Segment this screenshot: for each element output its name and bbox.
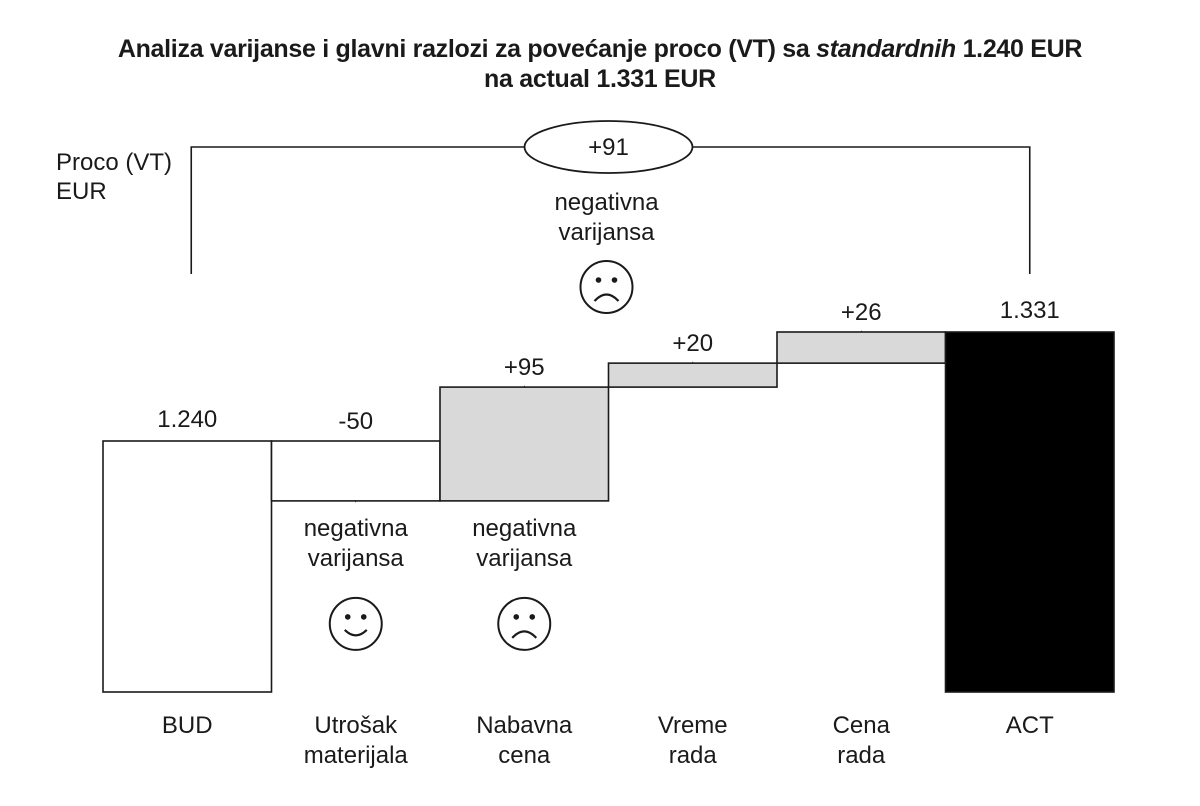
frown-face-icon <box>581 261 633 313</box>
face-eye <box>596 277 602 283</box>
actual-bar <box>946 332 1115 692</box>
title-part-2: 1.240 EUR <box>955 35 1083 63</box>
face-eye <box>513 614 519 620</box>
x-tick-label: rada <box>668 742 717 769</box>
variance-bar <box>440 387 609 501</box>
frown-face-icon <box>498 598 550 650</box>
face-eye <box>529 614 535 620</box>
x-tick-label: materijala <box>303 742 408 769</box>
x-tick-label: cena <box>498 742 551 769</box>
x-tick-label: Vreme <box>657 712 728 739</box>
title-part-1: Analiza varijanse i glavni razlozi za povećanje proco (VT) sa <box>117 35 817 63</box>
x-tick-label: Utrošak <box>314 712 398 739</box>
x-tick-label: Nabavna <box>476 712 573 739</box>
chart-title-line-2: na actual 1.331 EUR <box>484 65 716 93</box>
total-change-label: +91 <box>588 134 629 161</box>
bar-value-label: 1.240 <box>157 406 218 433</box>
face-eye <box>612 277 618 283</box>
variance-note: negativna <box>303 514 408 542</box>
total-change-note: varijansa <box>558 219 655 246</box>
variance-bar <box>777 332 946 363</box>
total-bracket-left <box>191 147 524 274</box>
budget-bar <box>103 441 272 692</box>
x-tick-label: ACT <box>1005 712 1054 739</box>
bar-value-label: 1.331 <box>999 297 1060 324</box>
bar-value-label: +26 <box>840 299 882 326</box>
face-eye <box>361 614 367 620</box>
y-axis-label: Proco (VT) <box>56 149 173 176</box>
variance-note: varijansa <box>476 544 573 572</box>
smile-face-icon <box>330 598 382 650</box>
x-tick-label: BUD <box>161 712 213 739</box>
variance-bar <box>609 363 778 387</box>
variance-note: varijansa <box>307 544 404 572</box>
total-change-note: negativna <box>554 189 659 216</box>
total-bracket-right <box>693 147 1030 274</box>
bar-value-label: +95 <box>503 354 545 382</box>
face-eye <box>345 614 351 620</box>
x-tick-label: rada <box>837 742 886 769</box>
bar-value-label: -50 <box>338 408 374 435</box>
variance-note: negativna <box>472 514 577 542</box>
x-tick-label: Cena <box>832 712 890 739</box>
y-axis-label: EUR <box>56 178 107 205</box>
title-italic: standardnih <box>816 35 956 63</box>
variance-bar <box>272 441 441 501</box>
bar-value-label: +20 <box>672 330 714 358</box>
